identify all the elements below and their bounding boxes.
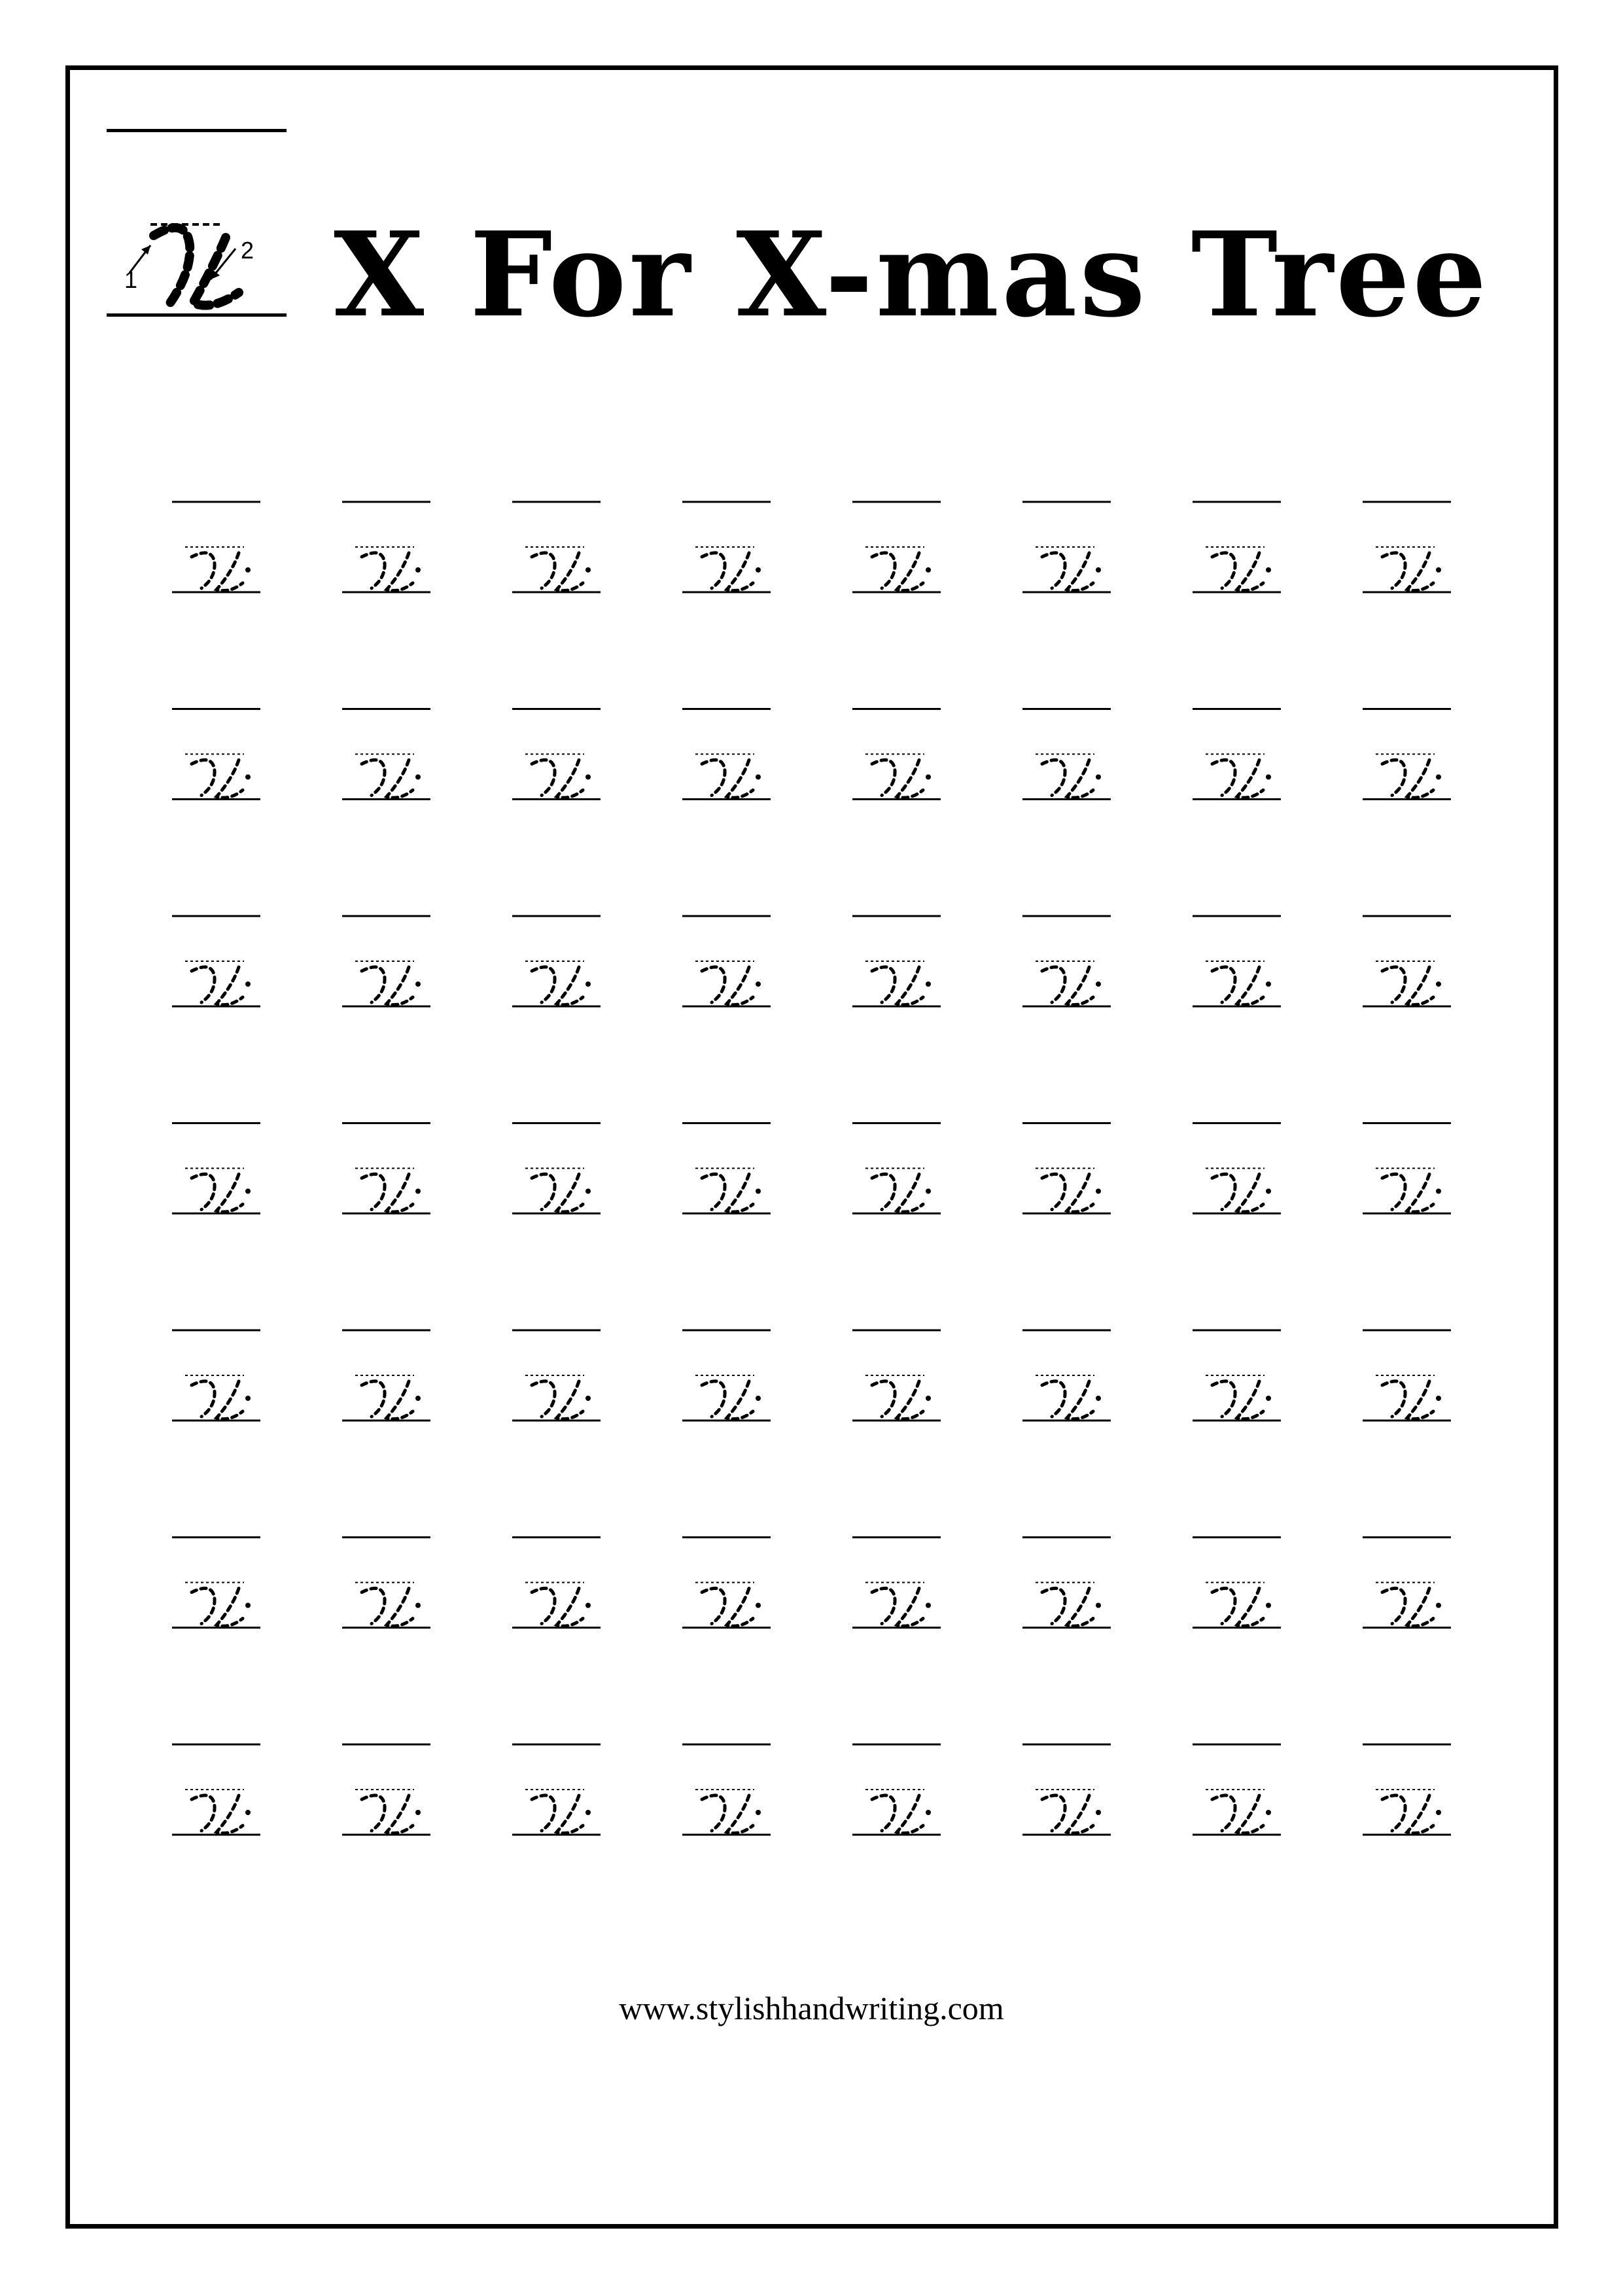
dotted-letter-stroke-one [1212,967,1235,1002]
dotted-letter-stroke-one [532,1174,555,1209]
dotted-letter-dot [415,981,421,987]
practice-cell [852,1330,941,1421]
practice-cell [1193,1744,1281,1835]
dotted-letter-dot [926,567,931,573]
dotted-letter-stroke-two [387,1174,413,1212]
dotted-letter-dot [1266,1396,1271,1401]
practice-cell [172,1538,260,1628]
dotted-letter-stroke-two [1067,1795,1093,1833]
practice-cell [852,916,941,1006]
dotted-letter-stroke-two [727,1795,753,1833]
dotted-letter-stroke-two [1237,1174,1263,1212]
dotted-letter-stroke-two [557,1381,583,1419]
dotted-letter-dot [415,1396,421,1401]
dotted-letter-stroke-one [702,760,725,795]
dotted-letter-stroke-one [362,1795,385,1831]
dotted-letter-stroke-two [897,1589,923,1627]
practice-cell [172,1330,260,1421]
dotted-letter-dot [415,567,421,573]
dotted-letter-stroke-one [702,1381,725,1417]
dotted-letter-dot [1436,1189,1441,1194]
practice-cell [1193,709,1281,800]
dotted-letter-stroke-one [192,553,215,588]
dotted-letter-stroke-one [1042,1795,1065,1831]
dotted-letter-dot [926,1603,931,1608]
dotted-letter-stroke-one [872,760,895,795]
dotted-letter-stroke-one [362,1381,385,1417]
dotted-letter-dot [926,1396,931,1401]
dotted-letter-stroke-two [1237,1589,1263,1627]
dotted-letter-dot [1096,775,1101,780]
dotted-letter-dot [926,1810,931,1815]
dotted-letter-stroke-one [872,553,895,588]
practice-cell [1022,1744,1111,1835]
practice-cell [342,709,430,800]
practice-cell [342,916,430,1006]
dotted-letter-stroke-one [532,760,555,795]
dotted-letter-stroke-two [1067,760,1093,798]
practice-cell [1022,1123,1111,1214]
dotted-letter-stroke-two [387,1795,413,1833]
practice-cell [172,1744,260,1835]
dotted-letter-stroke-two [1407,1381,1433,1419]
practice-cell [1022,709,1111,800]
dotted-letter-stroke-two [1067,967,1093,1005]
practice-cell [1363,916,1451,1006]
dotted-letter-stroke-one [532,967,555,1002]
practice-cell [852,1538,941,1628]
dotted-letter-stroke-two [1237,553,1263,591]
dotted-letter-dot [756,567,761,573]
dotted-letter-stroke-two [217,1174,243,1212]
dotted-letter-stroke-two [727,1381,753,1419]
practice-cell [1193,502,1281,592]
dotted-letter-stroke-two [1237,1381,1263,1419]
practice-cell [342,1123,430,1214]
dotted-letter-stroke-one [192,1381,215,1417]
dotted-letter-stroke-two [217,553,243,591]
dotted-letter-stroke-one [532,553,555,588]
dotted-letter-stroke-two [727,967,753,1005]
dotted-letter-stroke-two [897,967,923,1005]
dotted-letter-dot [1436,567,1441,573]
practice-cell [512,1744,601,1835]
dotted-letter-stroke-one [702,553,725,588]
dotted-letter-stroke-two [1067,1381,1093,1419]
dotted-letter-stroke-one [872,1588,895,1623]
practice-cell [342,1538,430,1628]
dotted-letter-stroke-two [897,1381,923,1419]
dotted-letter-stroke-two [1407,553,1433,591]
dotted-letter-stroke-one [1382,1795,1405,1831]
dotted-letter-stroke-two [557,553,583,591]
practice-cell [342,1744,430,1835]
dotted-letter-stroke-two [1237,760,1263,798]
dotted-letter-dot [585,1189,591,1194]
dotted-letter-stroke-two [217,1381,243,1419]
dotted-letter-stroke-one [1382,1588,1405,1623]
dotted-letter-dot [585,1603,591,1608]
dotted-letter-dot [415,1189,421,1194]
practice-cell [1022,916,1111,1006]
practice-cell [1363,1330,1451,1421]
dotted-letter-stroke-one [872,1381,895,1417]
dotted-letter-stroke-two [387,553,413,591]
dotted-letter-dot [926,1189,931,1194]
dotted-letter-dot [415,775,421,780]
dotted-letter-stroke-one [1212,1381,1235,1417]
dotted-letter-stroke-two [1067,553,1093,591]
dotted-letter-stroke-one [872,1795,895,1831]
practice-cell [172,502,260,592]
practice-cell [682,709,771,800]
dotted-letter-dot [1266,1189,1271,1194]
practice-cell [1193,1538,1281,1628]
dotted-letter-dot [756,1396,761,1401]
dotted-letter-dot [1096,1396,1101,1401]
dotted-letter-stroke-two [1407,760,1433,798]
practice-cell [852,1744,941,1835]
dotted-letter-dot [1436,981,1441,987]
dotted-letter-stroke-two [727,553,753,591]
dotted-letter-stroke-one [1042,760,1065,795]
dotted-letter-stroke-two [1407,1589,1433,1627]
dotted-letter-stroke-one [362,760,385,795]
dotted-letter-stroke-one [532,1588,555,1623]
practice-cell [1363,1538,1451,1628]
dotted-letter-stroke-one [192,1588,215,1623]
dotted-letter-stroke-one [1212,1174,1235,1209]
dotted-letter-stroke-one [702,967,725,1002]
dotted-letter-stroke-one [702,1174,725,1209]
dotted-letter-stroke-one [1042,1381,1065,1417]
dotted-letter-dot [1436,775,1441,780]
dotted-letter-dot [245,1810,251,1815]
practice-cell [682,502,771,592]
dotted-letter-stroke-two [1067,1589,1093,1627]
dotted-letter-stroke-one [532,1381,555,1417]
dotted-letter-stroke-one [1382,1381,1405,1417]
practice-cell [512,1330,601,1421]
stroke-number-two: 2 [241,237,254,264]
stroke-number-one: 1 [124,266,138,293]
dotted-letter-stroke-one [1382,553,1405,588]
dotted-letter-stroke-two [557,1174,583,1212]
dotted-letter-dot [585,981,591,987]
dotted-letter-stroke-two [557,1589,583,1627]
practice-cell [682,1538,771,1628]
dotted-letter-dot [245,567,251,573]
dotted-letter-dot [245,1603,251,1608]
practice-cell [342,1330,430,1421]
dotted-letter-stroke-one [1212,760,1235,795]
dotted-letter-stroke-one [1212,1588,1235,1623]
dotted-letter-stroke-two [897,760,923,798]
practice-cell [1363,1123,1451,1214]
dotted-letter-dot [1436,1396,1441,1401]
dotted-letter-dot [1096,1603,1101,1608]
dotted-letter-dot [756,981,761,987]
dotted-letter-stroke-two [217,760,243,798]
dotted-letter-stroke-one [1042,553,1065,588]
dotted-letter-stroke-one [1212,1795,1235,1831]
dotted-letter-dot [756,775,761,780]
dotted-letter-stroke-one [362,1588,385,1623]
practice-cell [512,916,601,1006]
practice-cell [1363,1744,1451,1835]
dotted-letter-dot [1266,567,1271,573]
dotted-letter-dot [585,567,591,573]
dotted-letter-dot [756,1189,761,1194]
practice-cell [172,1123,260,1214]
dotted-letter-dot [415,1810,421,1815]
dotted-letter-dot [245,1396,251,1401]
dotted-letter-dot [585,1810,591,1815]
dotted-letter-stroke-two [387,1589,413,1627]
dotted-letter-stroke-two [1067,1174,1093,1212]
dotted-letter-stroke-one [1212,553,1235,588]
dotted-letter-stroke-two [217,1795,243,1833]
dotted-letter-stroke-two [217,967,243,1005]
dotted-letter-stroke-two [1237,967,1263,1005]
dotted-letter-dot [926,775,931,780]
practice-cell [512,1538,601,1628]
dotted-letter-dot [1096,1810,1101,1815]
dotted-letter-stroke-two [1407,967,1433,1005]
practice-cell [172,709,260,800]
practice-cell [512,709,601,800]
dotted-letter-stroke-one [362,553,385,588]
practice-cell [512,1123,601,1214]
dotted-letter-stroke-one [192,967,215,1002]
dotted-letter-stroke-one [1042,967,1065,1002]
dotted-letter-stroke-one [532,1795,555,1831]
dotted-letter-stroke-one [1382,760,1405,795]
dotted-letter-stroke-one [362,967,385,1002]
dotted-letter-dot [756,1603,761,1608]
dotted-letter-stroke-two [1407,1174,1433,1212]
dotted-letter-stroke-two [727,1589,753,1627]
dotted-letter-stroke-one [192,1795,215,1831]
dotted-letter-stroke-two [557,760,583,798]
practice-cell [682,1744,771,1835]
dotted-letter-stroke-one [1382,1174,1405,1209]
dotted-letter-stroke-two [387,760,413,798]
dotted-letter-dot [1266,1603,1271,1608]
dotted-letter-dot [1266,981,1271,987]
dotted-letter-stroke-one [1042,1588,1065,1623]
dotted-letter-stroke-two [727,1174,753,1212]
practice-cell [1193,1123,1281,1214]
dotted-letter-dot [1266,775,1271,780]
dotted-letter-dot [1096,981,1101,987]
dotted-letter-stroke-two [217,1589,243,1627]
dotted-letter-stroke-one [702,1795,725,1831]
dotted-letter-stroke-two [557,967,583,1005]
practice-cell [1363,502,1451,592]
dotted-letter-dot [926,981,931,987]
dotted-letter-dot [415,1603,421,1608]
dotted-letter-dot [245,1189,251,1194]
practice-cell [852,1123,941,1214]
dotted-letter-stroke-two [897,553,923,591]
practice-cell [682,1123,771,1214]
dotted-letter-dot [585,1396,591,1401]
dotted-letter-dot [1266,1810,1271,1815]
dotted-letter-stroke-two [897,1174,923,1212]
practice-cell [852,709,941,800]
dotted-letter-stroke-one [192,760,215,795]
dotted-letter-stroke-one [192,1174,215,1209]
dotted-letter-dot [1096,1189,1101,1194]
practice-cell [512,502,601,592]
practice-cell [682,1330,771,1421]
practice-cell [172,916,260,1006]
dotted-letter-dot [245,775,251,780]
practice-cell [1022,502,1111,592]
page-title: X For X-mas Tree [334,206,1490,343]
dotted-letter-stroke-two [1237,1795,1263,1833]
dotted-letter-dot [245,981,251,987]
dotted-letter-stroke-one [872,967,895,1002]
dotted-letter-stroke-two [727,760,753,798]
dotted-letter-dot [756,1810,761,1815]
dotted-letter-stroke-one [1382,967,1405,1002]
practice-cell [1193,916,1281,1006]
dotted-letter-stroke-two [557,1795,583,1833]
dotted-letter-stroke-two [387,1381,413,1419]
practice-cell [852,502,941,592]
dotted-letter-stroke-one [1042,1174,1065,1209]
practice-cell [682,916,771,1006]
dotted-letter-stroke-one [362,1174,385,1209]
dotted-letter-stroke-one [872,1174,895,1209]
practice-cell [1022,1330,1111,1421]
footer-website-url: www.stylishhandwriting.com [619,1990,1004,2026]
dotted-letter-dot [1436,1810,1441,1815]
practice-cell [342,502,430,592]
dotted-letter-dot [585,775,591,780]
dotted-letter-dot [1096,567,1101,573]
dotted-letter-dot [1436,1603,1441,1608]
dotted-letter-stroke-two [387,967,413,1005]
dotted-letter-stroke-two [1407,1795,1433,1833]
dotted-letter-stroke-two [897,1795,923,1833]
dotted-letter-stroke-one [702,1588,725,1623]
practice-cell [1193,1330,1281,1421]
practice-cell [1363,709,1451,800]
practice-cell [1022,1538,1111,1628]
